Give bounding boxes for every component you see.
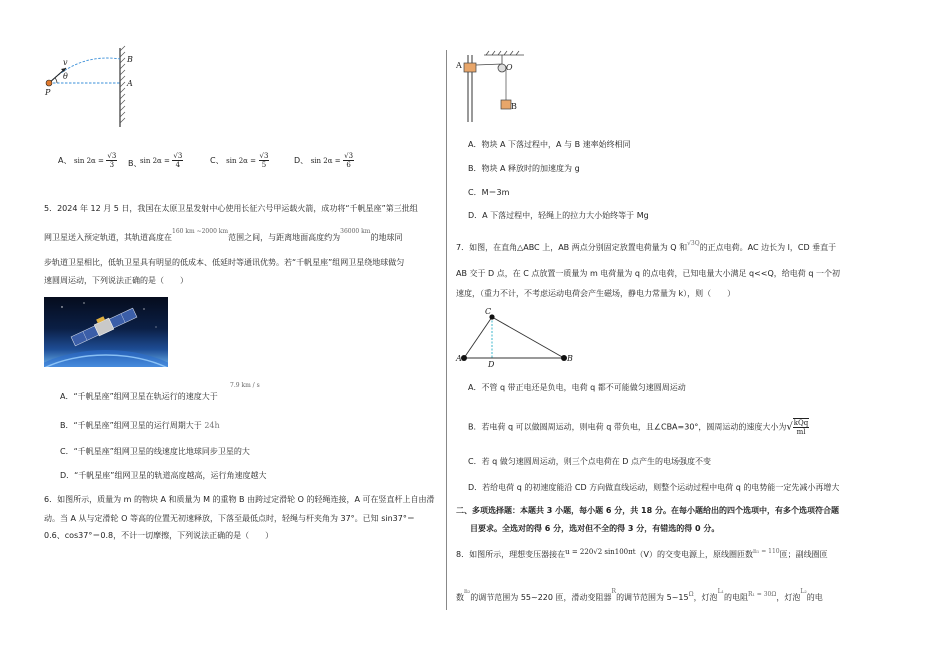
projectile-figure — [40, 45, 150, 130]
q6-option-b[interactable]: B．物块 A 释放时的加速度为 g — [468, 164, 580, 173]
tri-label-B: B — [567, 354, 573, 363]
q5-line2: 网卫星送入预定轨道，其轨道高度在$^{160 km \sim 2000 km}$范围之间，与距离地面高度约为$^{36000 km}$的地球同 — [44, 228, 403, 242]
prev-option-c[interactable]: C、 sin 2α = $\frac{√3}{5}$ — [210, 152, 269, 169]
q7-line2: AB 交于 D 点，在 C 点放置一质量为 m 电荷量为 q 的点电荷，已知电量大小满足 q<<Q，给电荷 q 一个初 — [456, 269, 840, 278]
q5-option-a[interactable]: A．“千帆星座”组网卫星在轨运行的速度大于 — [60, 392, 218, 401]
q7-option-d[interactable]: D．若给电荷 q 的初速度能沿 CD 方向做直线运动，则整个运动过程中电荷 q 的电势能一定先减小再增大 — [468, 483, 840, 492]
q8-line2: 数$^{n_2}$的调节范围为 55~220 匝，滑动变阻器$^R$的调节范围为 $5\sim 15^\Omega$，灯泡$^{L_1}$的电阻$^{R_1 = 30\Omega}$，灯泡$^{L_2}$的电 — [456, 588, 823, 602]
q7-line3: 速度，（重力不计，不考虑运动电荷会产生磁场，静电力常量为 k），则（ ） — [456, 289, 736, 298]
pulley-label-A: A — [456, 61, 462, 70]
q6-option-a[interactable]: A．物块 A 下落过程中，A 与 B 速率始终相同 — [468, 140, 631, 149]
q8-voltage-eq: u = 220√2 sin100πt — [565, 548, 636, 556]
q8-line1: 8．如图所示，理想变压器接在u = 220√2 sin100πt（V）的交变电源上，原线圈匝数$^{n_1 = 110}$匝；副线圈匝 — [456, 548, 828, 559]
pulley-label-O: O — [506, 63, 513, 72]
q7-option-b[interactable]: B．若电荷 q 可以做圆周运动，则电荷 q 带负电，且∠CBA=30°，圆周运动的速度大小为√ $\frac{\text{kQq}}{ml}$ — [468, 419, 809, 436]
q6-option-d[interactable]: D．A 下落过程中，轻绳上的拉力大小始终等于 Mg — [468, 211, 649, 220]
q5-speed: 7.9 km / s — [230, 382, 260, 389]
q5-altitude: 36000 km — [340, 228, 371, 235]
pulley-label-B: B — [511, 102, 517, 111]
q5-line4: 速圆周运动，下列说法正确的是（ ） — [44, 276, 188, 285]
q6-line1: 6．如图所示，质量为 m 的物块 A 和质量为 M 的重物 B 由跨过定滑轮 O 的轻绳连接，A 可在竖直杆上自由滑 — [44, 495, 435, 504]
label-theta: θ — [63, 72, 68, 81]
q5-option-c[interactable]: C．“千帆星座”组网卫星的线速度比地球同步卫星的大 — [60, 447, 250, 456]
q8-n1: n₁ = 110 — [753, 548, 780, 555]
q5-option-b[interactable]: B．“千帆星座”组网卫星的运行周期大于 24h — [60, 421, 220, 430]
label-v: v — [63, 58, 68, 67]
label-B: B — [127, 55, 133, 64]
label-P: P — [45, 88, 51, 97]
section2-line2: 目要求。全选对的得 6 分，选对但不全的得 3 分，有错选的得 0 分。 — [470, 524, 720, 533]
q5-line1: 5．2024 年 12 月 5 日，我国在太原卫星发射中心使用长征六号甲运载火箭，成功将“千帆星座”第三批组 — [44, 204, 418, 213]
section2-line1: 二、多项选择题：本题共 3 小题，每小题 6 分，共 18 分。在每小题给出的四个选项中，有多个选项符合题 — [456, 506, 839, 515]
tri-label-D: D — [488, 360, 495, 369]
q7-option-c[interactable]: C．若 q 做匀速圆周运动，则三个点电荷在 D 点产生的电场强度不变 — [468, 457, 711, 466]
column-divider — [446, 50, 447, 610]
q6-line3: 0.6、cos37°＝0.8，不计一切摩擦，下列说法正确的是（ ） — [44, 531, 274, 540]
q6-option-c[interactable]: C．M＝3m — [468, 188, 510, 197]
tri-label-C: C — [485, 307, 492, 316]
satellite-image — [44, 297, 168, 367]
label-A: A — [127, 79, 133, 88]
q7-option-a[interactable]: A．不管 q 带正电还是负电，电荷 q 都不可能做匀速圆周运动 — [468, 383, 686, 392]
tri-label-A: A — [456, 354, 462, 363]
triangle-figure — [456, 303, 576, 368]
prev-option-b[interactable]: sin 2α = $\frac{√3}{4}$ — [140, 152, 183, 169]
prev-option-d[interactable]: D、 sin 2α = $\frac{√3}{6}$ — [294, 152, 354, 169]
q5-line3: 步轨道卫星相比，低轨卫星具有明显的低成本、低延时等通讯优势。若“千帆星座”组网卫星绕地球做匀 — [44, 258, 405, 267]
prev-option-a[interactable]: A、 sin 2α = $\frac{√3}{3}$ — [58, 152, 117, 169]
q7-charge: √3Q — [687, 240, 700, 247]
pulley-figure — [452, 50, 532, 125]
prev-option-b-letter: B、 — [128, 159, 142, 168]
q5-option-d[interactable]: D．“千帆星座”组网卫星的轨道高度越高，运行角速度越大 — [60, 471, 267, 480]
q7-line1: 7．如图，在直角△ABC 上，AB 两点分别固定放置电荷量为 Q 和$^{√3Q}$的正点电荷。AC 边长为 l，CD 垂直于 — [456, 240, 837, 252]
q5-range: 160 km ~2000 km — [172, 228, 229, 235]
q6-line2: 动。当 A 从与定滑轮 O 等高的位置无初速释放，下落至最低点时，轻绳与杆夹角为 37°。已知 sin37°＝ — [44, 514, 415, 523]
